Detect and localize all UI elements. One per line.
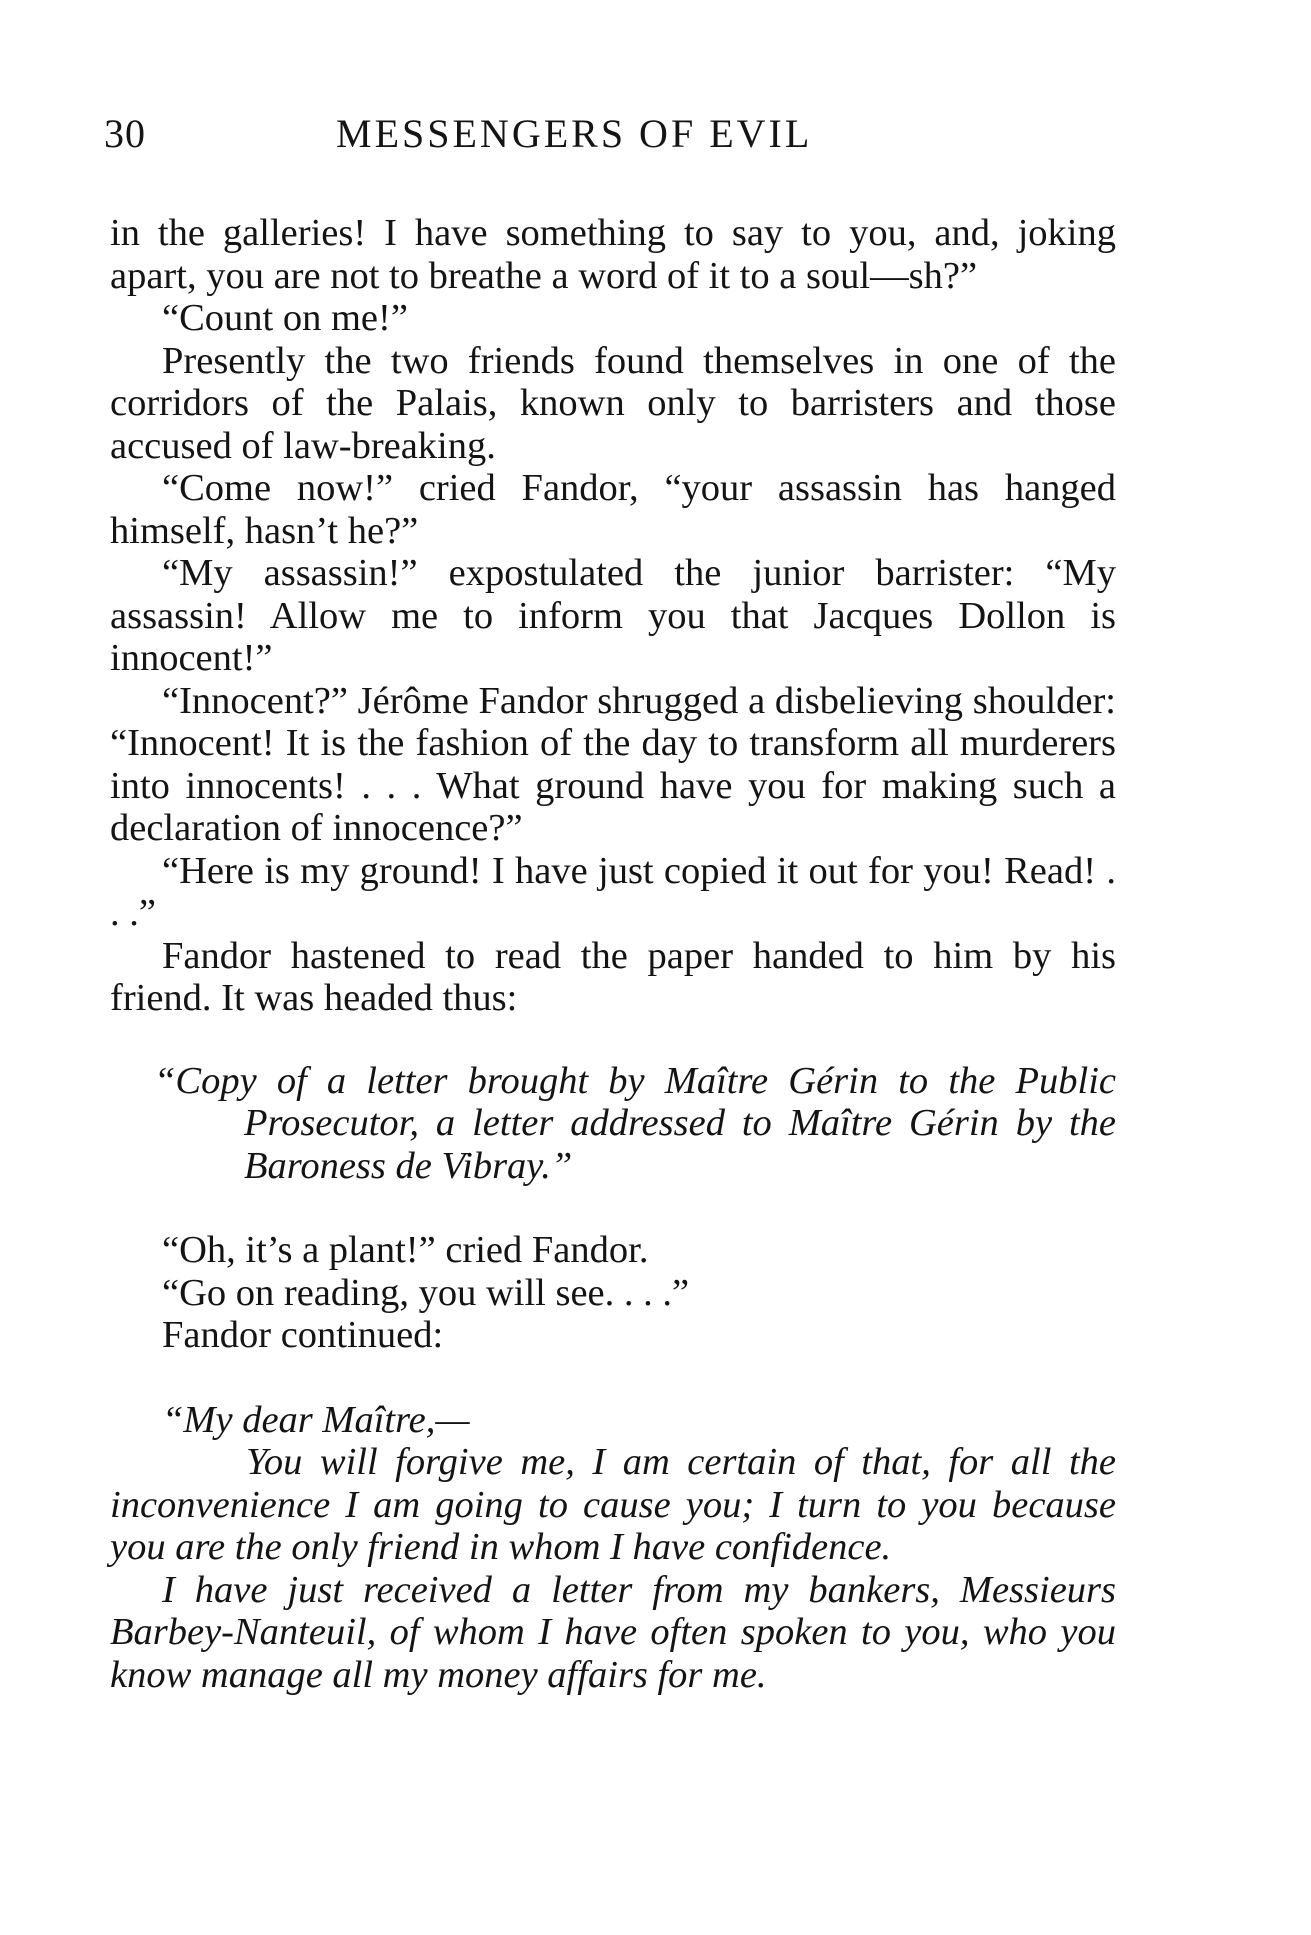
paragraph: “Count on me!” [162,297,408,339]
paragraph: “Here is my ground! I have just copied it out for you! Read! . . .” [110,849,1116,934]
paragraph: Fandor hastened to read the paper handed to him by his friend. It was headed thus: [110,934,1116,1019]
letter-salutation: “My dear Maître,— [162,1398,470,1441]
paragraph: “Oh, it’s a plant!” cried Fandor. [162,1229,649,1271]
paragraph: “Go on reading, you will see. . . .” [162,1271,690,1314]
page-header [104,110,1114,170]
paragraph: “Come now!” cried Fandor, “your assassin has hanged himself, hasn’t he?” [110,467,1116,552]
letter-paragraph: You will forgive me, I am certain of that, for all the inconvenience I am going to cause you; I turn to you because you are the only friend in whom I have confidence. [110,1441,1116,1568]
running-title: MESSENGERS OF EVIL [336,111,813,156]
paragraph: “Innocent?” Jérôme Fandor shrugged a disbelieving shoulder: “Innocent! It is the fashion of the day to transform all murderers into innocents! . . . What ground have you for making such a declaration of innocence?” [110,679,1116,849]
body-text [110,212,1116,1696]
paragraph: in the galleries! I have something to say to you, and, joking apart, you are not to breathe a word of it to a soul—sh?” [110,212,1116,297]
letter-paragraph: I have just received a letter from my bankers, Messieurs Barbey-Nanteuil, of whom I have often spoken to you, who you know manage all my money affairs for me. [110,1568,1116,1696]
letter-body [110,1399,1116,1697]
letter-heading-quote: “Copy of a letter brought by Maître Gérin to the Public Prosecutor, a letter addressed to Maître Gérin by the Baroness de Vibray.” [154,1059,1116,1187]
paragraph: Presently the two friends found themselves in one of the corridors of the Palais, known only to barristers and those accused of law-breaking. [110,339,1116,467]
paragraph: Fandor continued: [162,1314,444,1356]
page-number: 30 [104,111,146,156]
paragraph: “My assassin!” expostulated the junior barrister: “My assassin! Allow me to inform you that Jacques Dollon is innocent!” [110,552,1116,679]
